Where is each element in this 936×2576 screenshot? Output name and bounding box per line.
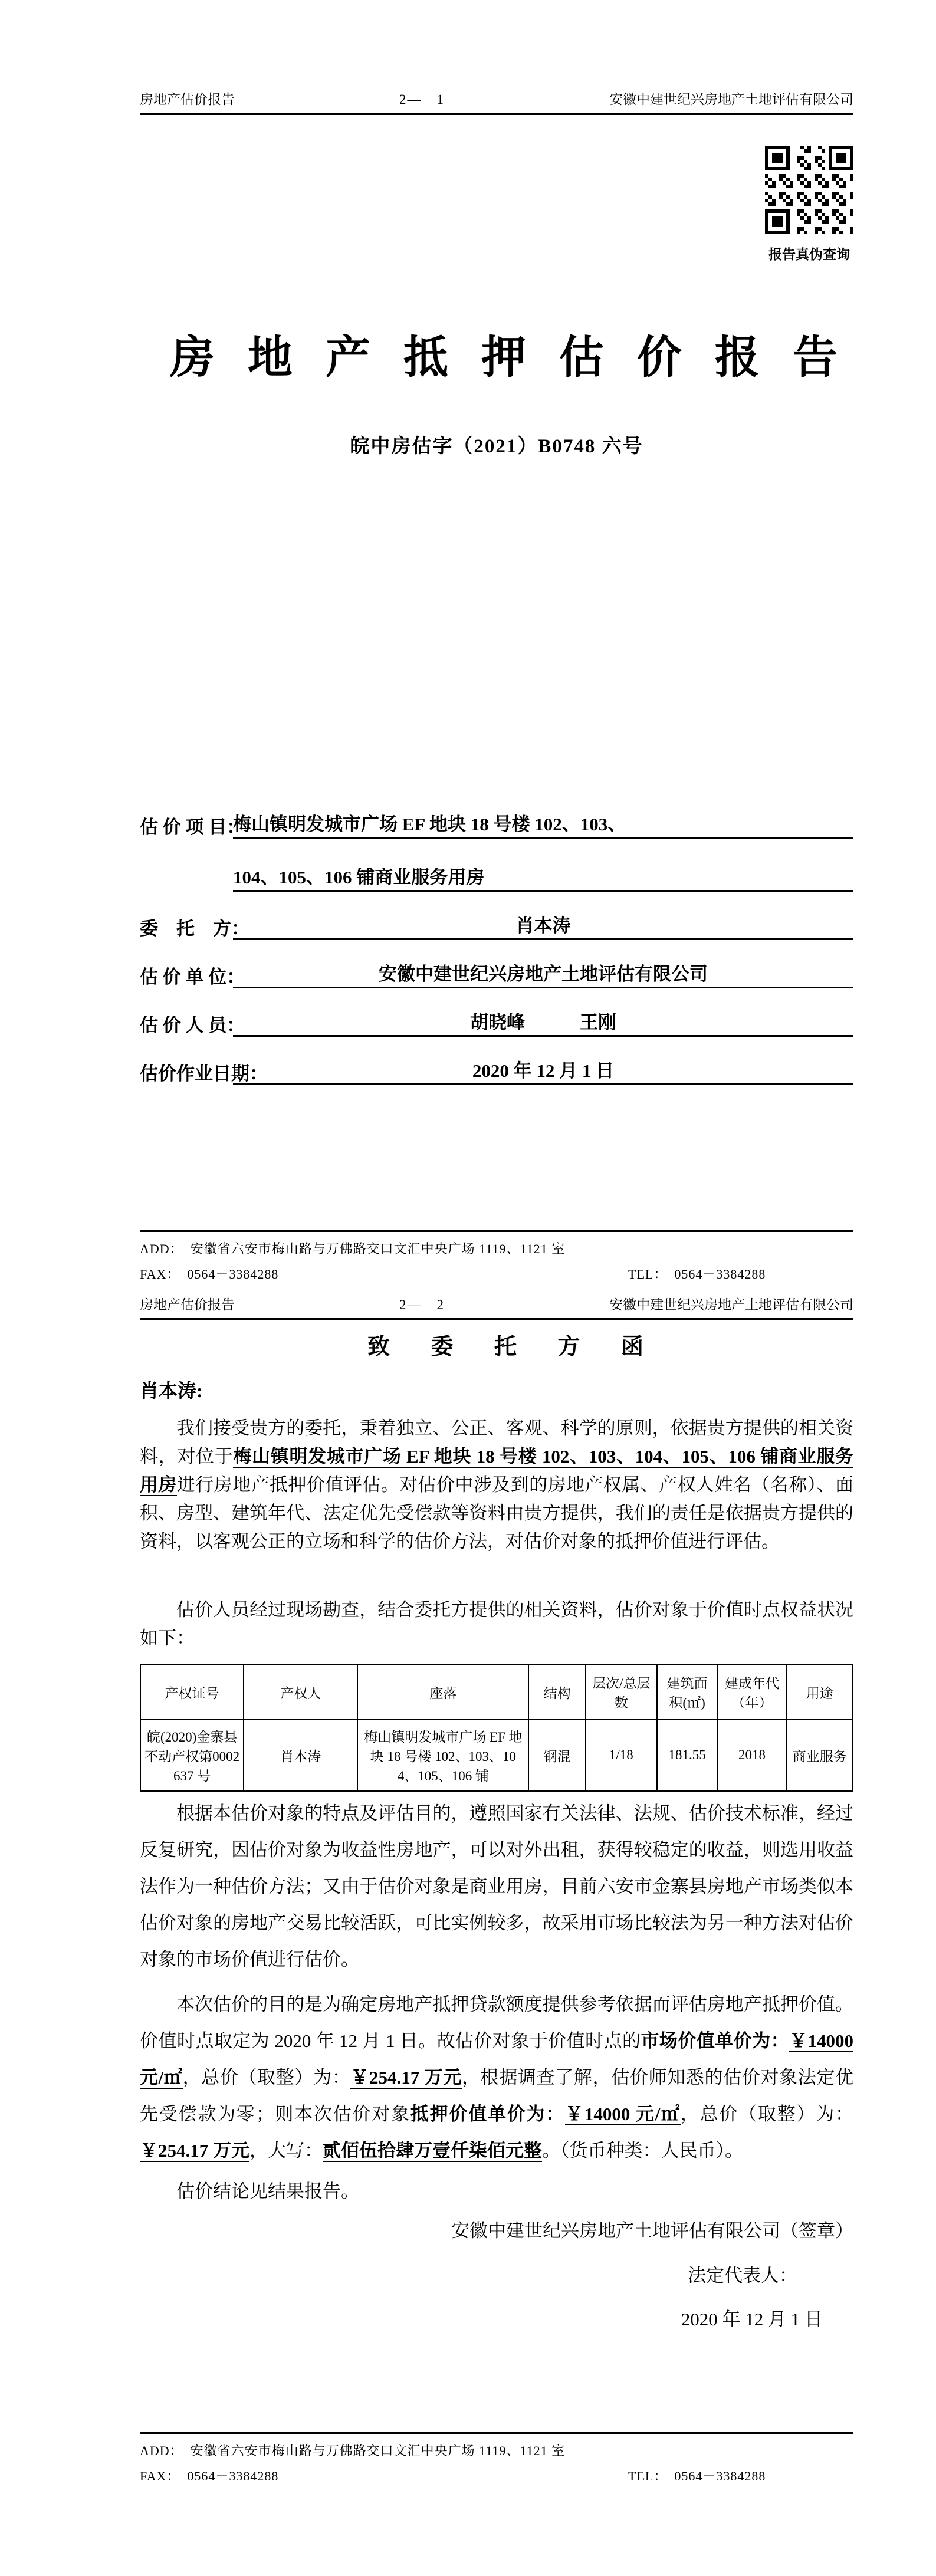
header-page-number: 2— 2: [399, 1297, 445, 1312]
page2-header: [140, 1294, 853, 1320]
conclusion-note: 估价结论见结果报告。: [176, 2181, 359, 2202]
col-cert-no: 产权证号: [140, 1665, 244, 1719]
para1-subject-property: 梅山镇明发城市广场 EF 地块 18 号楼 102、103、104、105、106 铺商业服务用房: [140, 1446, 854, 1495]
market-unit-price-label: 市场价值单价为：: [641, 2030, 790, 2051]
header-doc-name: 房地产估价报告: [140, 92, 235, 107]
letter-title: 致 委 托 方 函: [367, 1335, 661, 1359]
header-doc-name: 房地产估价报告: [140, 1297, 235, 1312]
field-agency: [140, 959, 853, 988]
cell-structure: 钢混: [528, 1719, 586, 1791]
col-floor: 层次/总层数: [586, 1665, 657, 1719]
col-location: 座落: [357, 1665, 528, 1719]
paragraph-engagement: [140, 1414, 853, 1556]
para4-mid2: ，根据调查了解，估价师知悉的估价对象法定优先受偿款为零；则本次估价对象: [140, 2067, 853, 2124]
page2-footer: [140, 2432, 853, 2484]
paragraph-survey: 估价人员经过现场勘查，结合委托方提供的相关资料，估价对象于价值时点权益状况如下：: [140, 1599, 853, 1648]
field-client-value: 肖本涛: [233, 911, 853, 940]
qr-caption: 报告真伪查询: [768, 247, 850, 262]
report-number: 皖中房估字（2021）B0748 六号: [350, 436, 643, 457]
cell-use: 商业服务: [787, 1719, 853, 1791]
field-project: [140, 809, 853, 839]
field-date: [140, 1056, 853, 1085]
cell-floor: 1/18: [586, 1719, 657, 1791]
footer-fax: FAX： 0564－3384288: [140, 1267, 279, 1282]
paragraph-methods: 根据本估价对象的特点及评估目的，遵照国家有关法律、法规、估价技术标准，经过反复研究，因估价对象为收益性房地产，可以对外出租，获得较稳定的收益，则选用收益法作为一种估价方法；又由于估价对象是商业用房，目前六安市金寨县房地产市场类似本估价对象的房地产交易比较活跃，可比实例较多，故采用市场比较法为另一种方法对估价对象的市场价值进行估价。: [140, 1803, 853, 1970]
para4-mid3: ，总价（取整）为：: [680, 2104, 854, 2124]
field-agency-value: 安徽中建世纪兴房地产土地评估有限公司: [233, 959, 853, 988]
footer-tel: TEL： 0564－3384288: [628, 1267, 766, 1282]
field-project-value-line1: 梅山镇明发城市广场 EF 地块 18 号楼 102、103、: [233, 809, 853, 839]
field-project-value-line2: 104、105、106 铺商业服务用房: [233, 862, 853, 892]
field-client: [140, 911, 853, 940]
cell-year-built: 2018: [717, 1719, 786, 1791]
mortgage-unit-price-value: ￥14000 元/㎡: [565, 2104, 681, 2124]
cell-area: 181.55: [657, 1719, 718, 1791]
field-project-cont: [233, 862, 853, 892]
mortgage-total-price-value: ￥254.17 万元: [140, 2140, 249, 2161]
qr-code: [765, 146, 853, 234]
para4-mid1: ，总价（取整）为：: [182, 2067, 351, 2088]
property-rights-table: [140, 1664, 853, 1792]
para4-currency-note: 。（货币种类：人民币）。: [542, 2140, 743, 2161]
salutation: 肖本涛:: [140, 1380, 203, 1401]
footer-tel: TEL： 0564－3384288: [628, 2469, 766, 2483]
para1-post: 进行房地产抵押价值评估。对估价中涉及到的房地产权属、产权人姓名（名称）、面积、房型、建筑年代、法定优先受偿款等资料由贵方提供，我们的责任是依据贵方提供的资料，以客观公正的立场和科学的估价方法，对估价对象的抵押价值进行评估。: [140, 1474, 854, 1552]
col-structure: 结构: [528, 1665, 586, 1719]
col-owner: 产权人: [244, 1665, 357, 1719]
field-valuers-value: 胡晓峰 王刚: [233, 1007, 853, 1037]
col-use: 用途: [787, 1665, 853, 1719]
total-price-in-words: 贰佰伍拾肆万壹仟柒佰元整: [323, 2140, 542, 2161]
footer-fax: FAX： 0564－3384288: [140, 2469, 279, 2483]
signature-date: 2020 年 12 月 1 日: [681, 2309, 823, 2329]
report-title: 房地产抵押估价报告: [170, 333, 871, 383]
cover-form: [140, 809, 853, 1085]
market-total-price-value: ￥254.17 万元: [350, 2067, 462, 2088]
header-company-name: 安徽中建世纪兴房地产土地评估有限公司: [609, 92, 853, 107]
cell-owner: 肖本涛: [244, 1719, 357, 1791]
mortgage-unit-price-label: 抵押价值单价为：: [410, 2104, 566, 2124]
signature-company: 安徽中建世纪兴房地产土地评估有限公司（签章）: [451, 2220, 853, 2241]
cell-cert-no: 皖(2020)金寨县不动产权第0002637 号: [140, 1719, 244, 1791]
legal-representative-label: 法定代表人：: [688, 2265, 797, 2286]
para4-mid4: ，大写：: [249, 2140, 323, 2161]
field-valuers: [140, 1007, 853, 1037]
table-row: [140, 1719, 853, 1791]
header-company-name: 安徽中建世纪兴房地产土地评估有限公司: [609, 1297, 853, 1312]
para1-pre: 我们接受贵方的委托，秉着独立、公正、客观、科学的原则，依据贵方提供的相关资料，对位于: [140, 1418, 853, 1467]
field-valuers-label: 估 价 人 员：: [140, 1015, 245, 1036]
page1-footer: [140, 1230, 853, 1282]
field-agency-label: 估 价 单 位：: [140, 967, 245, 987]
field-date-label: 估价作业日期：: [140, 1063, 268, 1084]
footer-address: ADD： 安徽省六安市梅山路与万佛路交口文汇中央广场 1119、1121 室: [140, 1241, 566, 1256]
col-year-built: 建成年代（年）: [717, 1665, 786, 1719]
field-date-value: 2020 年 12 月 1 日: [233, 1056, 853, 1085]
cell-location: 梅山镇明发城市广场 EF 地块 18 号楼 102、103、104、105、106 铺: [357, 1719, 528, 1791]
market-unit-price-value: ￥14000 元/㎡: [140, 2030, 854, 2088]
field-client-label: 委 托 方：: [140, 918, 249, 939]
header-page-number: 2— 1: [399, 92, 445, 107]
col-area: 建筑面积(㎡): [657, 1665, 718, 1719]
para4-purpose: 本次估价的目的是为确定房地产抵押贷款额度提供参考依据而评估房地产抵押价值。价值时点取定为 2020 年 12 月 1 日。故估价对象于价值时点的: [140, 1994, 853, 2051]
paragraph-valuation-result: [140, 1986, 853, 2169]
page1-header: [140, 88, 853, 115]
table-header-row: [140, 1665, 853, 1719]
field-project-label: 估 价 项 目：: [140, 817, 245, 837]
footer-address: ADD： 安徽省六安市梅山路与万佛路交口文汇中央广场 1119、1121 室: [140, 2443, 566, 2458]
